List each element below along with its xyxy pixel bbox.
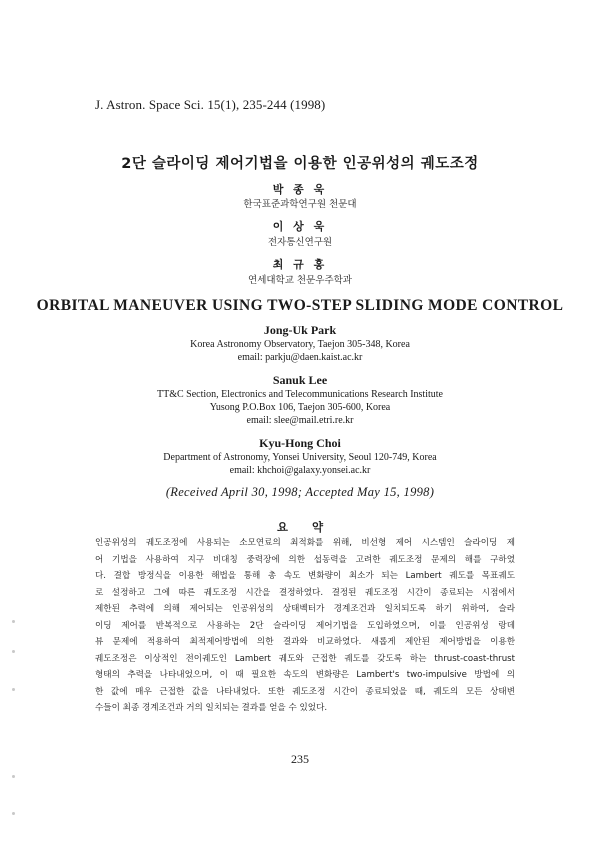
abstract-line: 어 기법을 사용하여 지구 비대칭 중력장에 의한 섭동력을 고려한 궤도조정 문제의 해를 구하였	[95, 554, 515, 565]
korean-author-affiliation: 한국표준과학연구원 천문대	[243, 199, 357, 210]
english-author-name: Jong-Uk Park	[263, 323, 337, 337]
english-author-affiliation: Yusong P.O.Box 106, Taejon 305-600, Korea	[209, 402, 391, 413]
abstract-line: 뷰 문제에 적용하여 최적제어방법에 의한 결과와 비교하였다. 새롭게 제안된 제어방법을 이용한	[95, 637, 515, 647]
korean-author-affiliation: 전자통신연구원	[267, 237, 333, 248]
korean-author-affiliation: 연세대학교 천문우주학과	[248, 275, 352, 286]
abstract-line: 인공위성의 궤도조정에 사용되는 소모연료의 최적화를 위해, 비선형 제어 시스템인 슬라이딩 제	[95, 538, 515, 548]
scan-artifact-dot	[12, 812, 15, 815]
english-author-email: email: khchoi@galaxy.yonsei.ac.kr	[229, 465, 371, 476]
scan-artifact-dot	[12, 620, 15, 623]
scan-artifact-dot	[12, 650, 15, 653]
english-author-affiliation: Korea Astronomy Observatory, Taejon 305-348, Korea	[190, 339, 410, 350]
abstract-body	[95, 535, 515, 717]
scan-artifact-dot	[12, 688, 15, 691]
english-author-name: Sanuk Lee	[272, 373, 328, 387]
english-author-affiliation: TT&C Section, Electronics and Telecommunications Research Institute	[157, 389, 443, 400]
abstract-line: 궤도조정은 이상적인 전이궤도인 Lambert 궤도와 근접한 궤도를 갖도록 하는 thrust-coast-thrust	[95, 653, 515, 664]
english-author-email: email: parkju@daen.kaist.ac.kr	[237, 352, 363, 363]
english-author-email: email: slee@mail.etri.re.kr	[246, 415, 354, 426]
korean-title: 2단 슬라이딩 제어기법을 이용한 인공위성의 궤도조정	[121, 156, 479, 172]
english-author-affiliation: Department of Astronomy, Yonsei University, Seoul 120-749, Korea	[163, 452, 437, 463]
abstract-line: 다. 결합 방정식을 이용한 해법을 통해 총 속도 변화량이 최소가 되는 Lambert 궤도를 목표궤도	[95, 571, 515, 581]
page-number: 235	[291, 752, 309, 766]
english-title: ORBITAL MANEUVER USING TWO-STEP SLIDING MODE CONTROL	[36, 297, 564, 314]
abstract-line: 형태의 추력을 나타내었으며, 이 때 필요한 속도의 변화량은 Lambert's two-impulsive 방법에 의	[95, 670, 515, 680]
abstract-line: 한 값에 매우 근접한 값을 나타내었다. 또한 궤도조정 시간이 종료되었을 때, 궤도의 모든 상태변	[95, 686, 515, 697]
korean-author-name: 박 종 욱	[272, 183, 328, 196]
korean-author-name: 최 규 홍	[272, 258, 328, 271]
english-author-name: Kyu-Hong Choi	[259, 436, 341, 450]
abstract-heading: 요 약	[276, 520, 324, 534]
korean-author-name: 이 상 욱	[272, 220, 328, 233]
abstract-line: 제한된 추력에 의해 제어되는 인공위성의 상태벡터가 경계조건과 일치되도록 하기 위하여, 슬라	[95, 604, 515, 614]
abstract-line: 이딩 제어를 반복적으로 사용하는 2단 슬라이딩 제어기법을 도입하였으며, 이를 인공위성 랑데	[95, 620, 515, 631]
abstract-line: 로 설정하고 그에 따른 궤도조정 시간을 결정하였다. 결정된 궤도조정 시간이 종료되는 시점에서	[95, 587, 515, 598]
received-accepted-dates: (Received April 30, 1998; Accepted May 15, 1998)	[165, 485, 435, 499]
journal-reference: J. Astron. Space Sci. 15(1), 235-244 (1998)	[95, 97, 326, 112]
abstract-line: 수들이 최종 경계조건과 거의 일치되는 결과를 얻을 수 있었다.	[95, 703, 328, 713]
scan-artifact-dot	[12, 775, 15, 778]
